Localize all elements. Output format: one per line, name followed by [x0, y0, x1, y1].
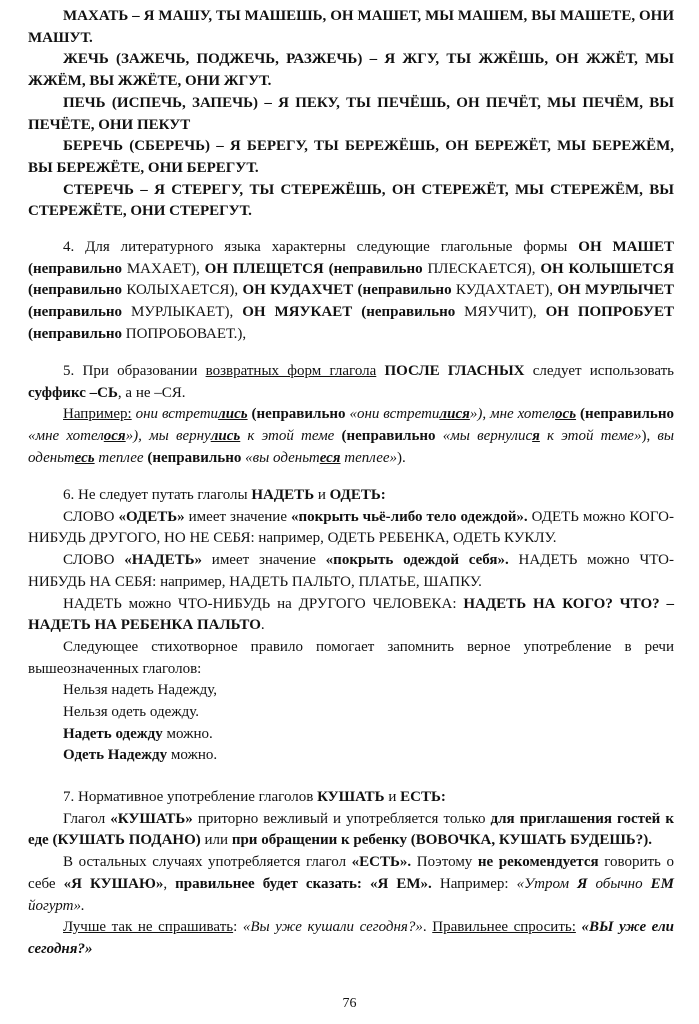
section-7-question: Лучше так не спрашивать: «Вы уже кушали сегодня?». Правильнее спросить: «ВЫ уже ели сегодня?» [28, 919, 675, 957]
page-number: 76 [342, 996, 357, 1011]
section-5 [28, 361, 674, 470]
section-4 [28, 237, 674, 346]
section-6-nadet: СЛОВО «НАДЕТЬ» имеет значение «покрыть одеждой себя». НАДЕТЬ можно ЧТО-НИБУДЬ НА СЕБЯ: например, НАДЕТЬ ПАЛЬТО, ПЛАТЬЕ, ШАПКУ. [28, 552, 674, 590]
section-6-other: НАДЕТЬ можно ЧТО-НИБУДЬ на ДРУГОГО ЧЕЛОВЕКА: НАДЕТЬ НА КОГО? ЧТО? – НАДЕТЬ НА РЕБЕНКА ПАЛЬТО. [28, 595, 674, 634]
section-5-examples: Например: они встретились (неправильно «они встретилися»), мне хотелось (неправильно «мне хотелося»), мы вернулись к этой теме (неправильно «мы вернулися к этой теме»), вы оденьтесь теплее (неправильно «вы оденьтеся теплее»). [28, 406, 675, 466]
conj-mahat: МАХАТЬ – Я МАШУ, ТЫ МАШЕШЬ, ОН МАШЕТ, МЫ МАШЕМ, ВЫ МАШЕТЕ, ОНИ МАШУТ. [28, 8, 674, 46]
poem-line-3: Надеть одежду можно. [63, 725, 213, 742]
conj-zhech: ЖЕЧЬ (ЗАЖЕЧЬ, ПОДЖЕЧЬ, РАЗЖЕЧЬ) – Я ЖГУ, ТЫ ЖЖЁШЬ, ОН ЖЖЁТ, МЫ ЖЖЁМ, ВЫ ЖЖЁТЕ, ОНИ ЖГУТ. [28, 51, 674, 90]
section-7 [28, 787, 674, 961]
section-6-odet: СЛОВО «ОДЕТЬ» имеет значение «покрыть чьё-либо тело одеждой». ОДЕТЬ можно КОГО-НИБУДЬ ДРУГОГО, НО НЕ СЕБЯ: например, ОДЕТЬ РЕБЕНКА, ОДЕТЬ КУКЛУ. [28, 508, 674, 547]
conjugation-block [28, 6, 674, 223]
section-7-est: В остальных случаях употребляется глагол «ЕСТЬ». Поэтому не рекомендуется говорить о себе «Я КУШАЮ», правильнее будет сказать: «Я ЕМ». Например: «Утром Я обычно ЕМ йогурт». [28, 854, 675, 914]
section-6-heading: 6. Не следует путать глаголы НАДЕТЬ и ОДЕТЬ: [63, 487, 386, 503]
poem-line-1: Нельзя надеть Надежду, [63, 682, 218, 699]
section-7-kushat: Глагол «КУШАТЬ» приторно вежливый и употребляется только для приглашения гостей к еде (КУШАТЬ ПОДАНО) или при обращении к ребенку (ВОВОЧКА, КУШАТЬ БУДЕШЬ?). [28, 810, 674, 849]
section-7-heading: 7. Нормативное употребление глаголов КУШАТЬ и ЕСТЬ: [63, 789, 446, 805]
section-5-rule: 5. При образовании возвратных форм глагола ПОСЛЕ ГЛАСНЫХ следует использовать суффикс –СЬ, а не –СЯ. [28, 363, 674, 401]
poem-line-4: Одеть Надежду можно. [63, 747, 218, 764]
conj-pech: ПЕЧЬ (ИСПЕЧЬ, ЗАПЕЧЬ) – Я ПЕКУ, ТЫ ПЕЧЁШЬ, ОН ПЕЧЁТ, МЫ ПЕЧЁМ, ВЫ ПЕЧЁТЕ, ОНИ ПЕКУТ [28, 94, 674, 133]
section-4-text: 4. Для литературного языка характерны следующие глагольные формы ОН МАШЕТ (неправильно МАХАЕТ), ОН ПЛЕЩЕТСЯ (неправильно ПЛЕСКАЕТСЯ), ОН КОЛЫШЕТСЯ (неправильно КОЛЫХАЕТСЯ), ОН КУДАХЧЕТ (неправильно КУДАХТАЕТ), ОН МУРЛЫЧЕТ (неправильно МУРЛЫКАЕТ), ОН МЯУКАЕТ (неправильно МЯУЧИТ), ОН ПОПРОБУЕТ (неправильно ПОПРОБОВАЕТ.), [28, 239, 675, 342]
poem-line-2: Нельзя одеть одежду. [63, 704, 199, 721]
conj-berech: БЕРЕЧЬ (СБЕРЕЧЬ) – Я БЕРЕГУ, ТЫ БЕРЕЖЁШЬ, ОН БЕРЕЖЁТ, МЫ БЕРЕЖЁМ, ВЫ БЕРЕЖЁТЕ, ОНИ БЕРЕГУТ. [28, 138, 674, 176]
conj-sterech: СТЕРЕЧЬ – Я СТЕРЕГУ, ТЫ СТЕРЕЖЁШЬ, ОН СТЕРЕЖЁТ, МЫ СТЕРЕЖЁМ, ВЫ СТЕРЕЖЁТЕ, ОНИ СТЕРЕГУТ. [28, 181, 674, 220]
section-6 [28, 485, 674, 767]
section-6-poem-intro: Следующее стихотворное правило помогает запомнить верное употребление в речи вышеозначенных глаголов: [28, 638, 674, 677]
